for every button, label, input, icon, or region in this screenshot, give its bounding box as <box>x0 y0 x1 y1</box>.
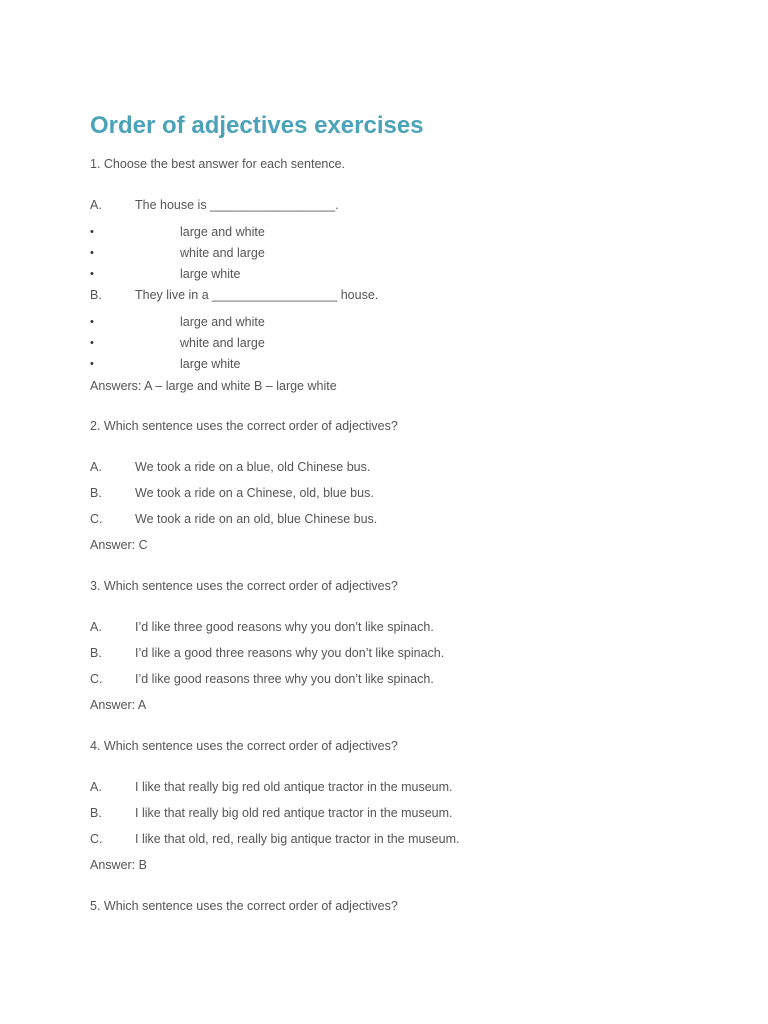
question-4-prompt: 4. Which sentence uses the correct order of adjectives? <box>90 739 398 753</box>
question-2-prompt: 2. Which sentence uses the correct order of adjectives? <box>90 419 398 433</box>
question-3-answer: Answer: A <box>90 698 147 712</box>
bullet-icon: • <box>90 247 94 259</box>
q2-option-c-text: We took a ride on an old, blue Chinese bus. <box>135 512 378 526</box>
q1-option-a-letter: A. <box>90 198 102 212</box>
q2-option-a-text: We took a ride on a blue, old Chinese bus. <box>135 460 371 474</box>
page-title: Order of adjectives exercises <box>90 112 424 139</box>
q1a-choice-2: white and large <box>180 246 265 260</box>
q3-option-c-text: I’d like good reasons three why you don’t like spinach. <box>135 672 434 686</box>
q4-option-a-text: I like that really big red old antique tractor in the museum. <box>135 780 453 794</box>
q3-option-a-letter: A. <box>90 620 102 634</box>
bullet-icon: • <box>90 268 94 280</box>
question-5-prompt: 5. Which sentence uses the correct order of adjectives? <box>90 899 398 913</box>
q2-option-b-letter: B. <box>90 486 102 500</box>
bullet-icon: • <box>90 337 94 349</box>
q1a-choice-1: large and white <box>180 225 265 239</box>
q4-option-b-text: I like that really big old red antique tractor in the museum. <box>135 806 453 820</box>
q2-option-c-letter: C. <box>90 512 103 526</box>
q1-option-b-text: They live in a __________________ house. <box>135 288 379 302</box>
bullet-icon: • <box>90 358 94 370</box>
q1b-choice-2: white and large <box>180 336 265 350</box>
q4-option-c-letter: C. <box>90 832 103 846</box>
q1b-choice-3: large white <box>180 357 241 371</box>
q3-option-b-letter: B. <box>90 646 102 660</box>
bullet-icon: • <box>90 316 94 328</box>
question-3-prompt: 3. Which sentence uses the correct order of adjectives? <box>90 579 398 593</box>
q3-option-c-letter: C. <box>90 672 103 686</box>
q1b-choice-1: large and white <box>180 315 265 329</box>
q2-option-b-text: We took a ride on a Chinese, old, blue bus. <box>135 486 374 500</box>
q1-option-a-text: The house is __________________. <box>135 198 339 212</box>
bullet-icon: • <box>90 226 94 238</box>
question-1-answer: Answers: A – large and white B – large white <box>90 379 337 393</box>
q4-option-b-letter: B. <box>90 806 102 820</box>
q3-option-a-text: I’d like three good reasons why you don’t like spinach. <box>135 620 434 634</box>
question-1-prompt: 1. Choose the best answer for each sentence. <box>90 157 346 171</box>
q4-option-c-text: I like that old, red, really big antique tractor in the museum. <box>135 832 460 846</box>
q4-option-a-letter: A. <box>90 780 102 794</box>
q3-option-b-text: I’d like a good three reasons why you don’t like spinach. <box>135 646 445 660</box>
q1-option-b-letter: B. <box>90 288 102 302</box>
question-4-answer: Answer: B <box>90 858 147 872</box>
question-2-answer: Answer: C <box>90 538 148 552</box>
q2-option-a-letter: A. <box>90 460 102 474</box>
q1a-choice-3: large white <box>180 267 241 281</box>
